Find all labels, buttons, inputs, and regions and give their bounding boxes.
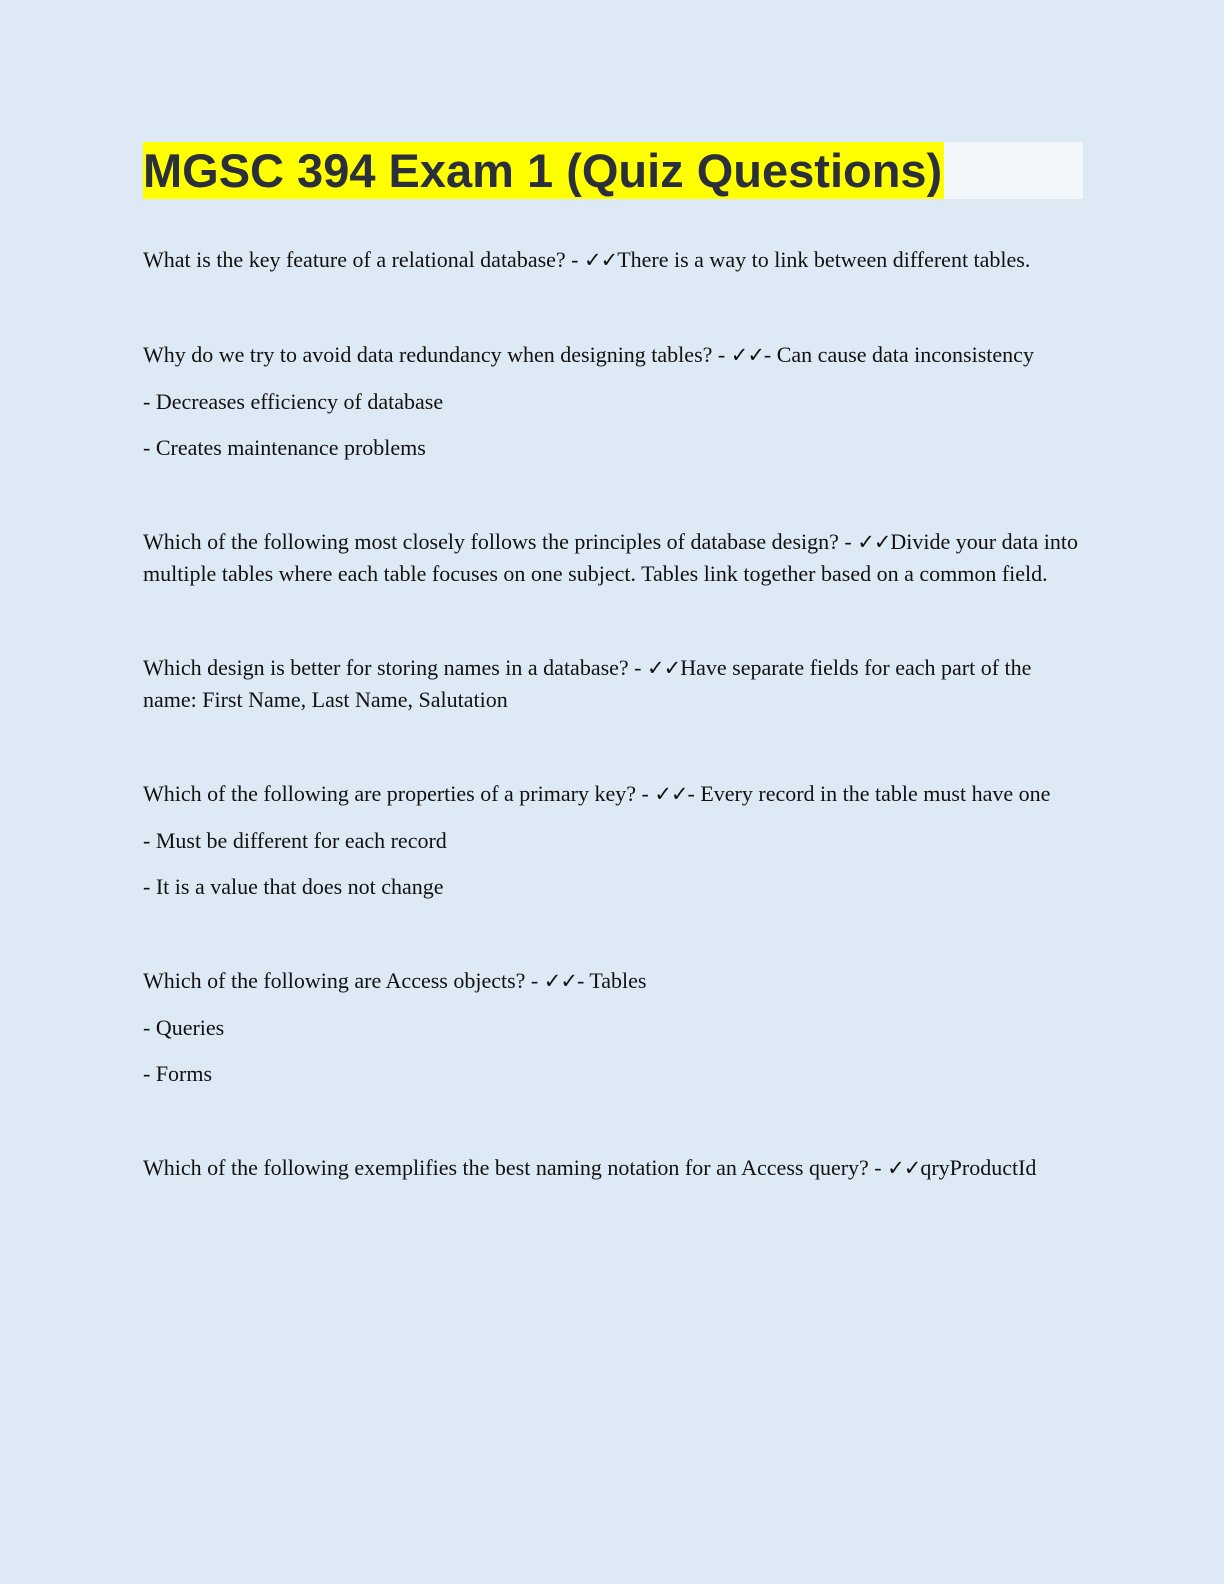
question-line xyxy=(143,526,1083,589)
question-text: Which of the following are properties of a primary key? - xyxy=(143,781,655,806)
question-line xyxy=(143,652,1083,715)
quiz-item xyxy=(143,652,1083,715)
answer-extra-line: - Creates maintenance problems xyxy=(143,435,426,460)
double-check-icon: ✓✓ xyxy=(654,782,688,806)
answer-text: Divide your data into multiple tables where each table focuses on one subject. Tables link together based on a common field. xyxy=(143,529,1078,586)
answer-text: - Every record in the table must have one xyxy=(687,781,1051,806)
question-text: Which of the following exemplifies the best naming notation for an Access query? - xyxy=(143,1155,888,1180)
quiz-item xyxy=(143,1152,1083,1184)
answer-text: qryProductId xyxy=(920,1155,1037,1180)
answer-text: There is a way to link between different tables. xyxy=(617,247,1031,272)
question-line xyxy=(143,1152,1083,1184)
question-line xyxy=(143,965,1083,997)
double-check-icon: ✓✓ xyxy=(887,1156,921,1180)
answer-extra-line: - Forms xyxy=(143,1061,213,1086)
quiz-item xyxy=(143,965,1083,1089)
double-check-icon: ✓✓ xyxy=(647,656,681,680)
quiz-item xyxy=(143,526,1083,589)
answer-extra-line: - Decreases efficiency of database xyxy=(143,389,444,414)
double-check-icon: ✓✓ xyxy=(857,530,891,554)
answer-text: - Tables xyxy=(576,968,647,993)
question-line xyxy=(143,778,1083,810)
question-line xyxy=(143,339,1083,371)
answer-extra-line: - Queries xyxy=(143,1015,225,1040)
quiz-item xyxy=(143,339,1083,463)
answer-extra-line: - Must be different for each record xyxy=(143,828,447,853)
question-text: Why do we try to avoid data redundancy when designing tables? - xyxy=(143,342,731,367)
quiz-item xyxy=(143,778,1083,902)
title-bar xyxy=(143,142,1083,199)
double-check-icon: ✓✓ xyxy=(730,343,764,367)
double-check-icon: ✓✓ xyxy=(584,248,618,272)
question-line xyxy=(143,244,1083,276)
question-text: Which design is better for storing names in a database? - xyxy=(143,655,648,680)
answer-text: Have separate fields for each part of the name: First Name, Last Name, Salutation xyxy=(143,655,1032,712)
double-check-icon: ✓✓ xyxy=(543,969,577,993)
answer-extra-line: - It is a value that does not change xyxy=(143,874,444,899)
page-title: MGSC 394 Exam 1 (Quiz Questions) xyxy=(143,144,943,197)
question-text: What is the key feature of a relational database? - xyxy=(143,247,584,272)
quiz-content xyxy=(143,244,1083,1184)
quiz-item xyxy=(143,244,1083,276)
question-text: Which of the following are Access objects? - xyxy=(143,968,544,993)
answer-text: - Can cause data inconsistency xyxy=(763,342,1034,367)
question-text: Which of the following most closely follows the principles of database design? - xyxy=(143,529,858,554)
